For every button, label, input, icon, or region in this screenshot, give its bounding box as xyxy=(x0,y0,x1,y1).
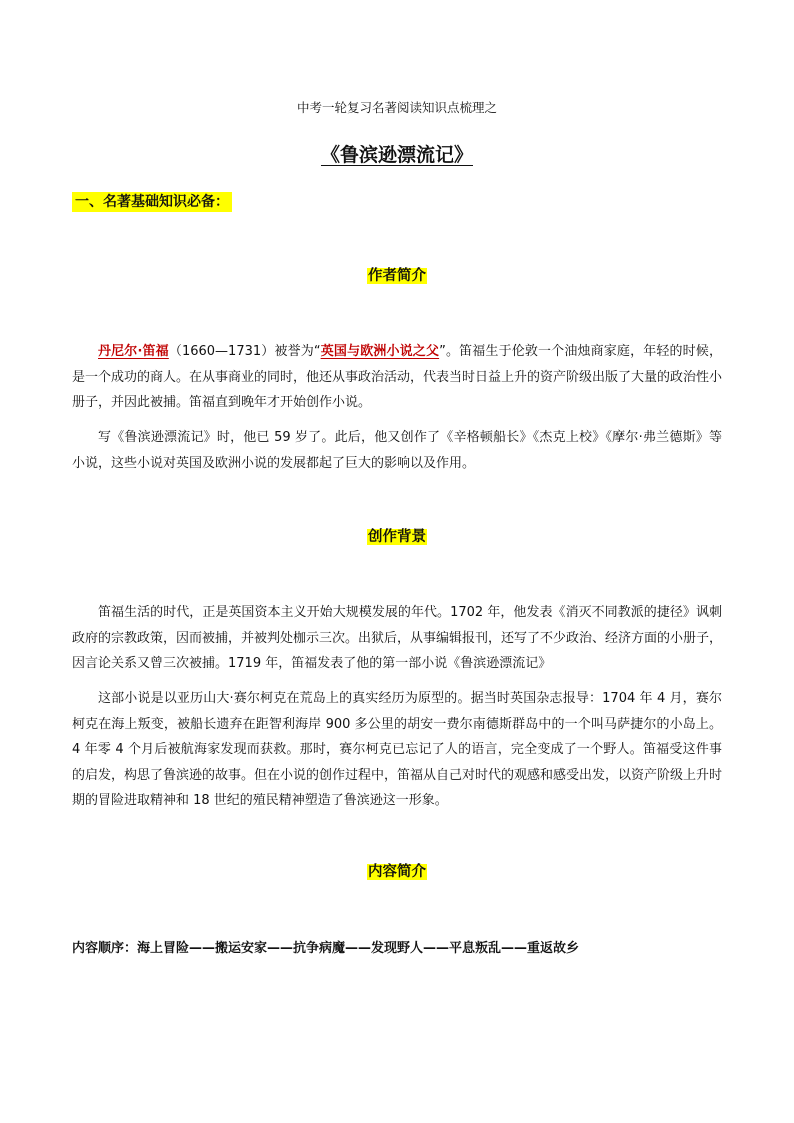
section-heading-basics: 一、名著基础知识必备： xyxy=(72,192,232,212)
background-paragraph-2: 这部小说是以亚历山大·赛尔柯克在荒岛上的真实经历为原型的。据当时英国杂志报导：1704 年 4 月，赛尔柯克在海上叛变，被船长遗弃在距智利海岸 900 多公里的胡安一费尔南德斯群岛中的一个叫马萨捷尔的小岛上。4 年零 4 个月后被航海家发现而获救。那时，赛尔柯克已忘记了人的语言，完全变成了一个野人。笛福受这件事的启发，构思了鲁滨逊的故事。但在小说的创作过程中，笛福从自己对时代的观感和感受出发，以资产阶级上升时期的冒险进取精神和 18 世纪的殖民精神塑造了鲁滨逊这一形象。 xyxy=(72,691,723,808)
heading-content-label: 内容简介 xyxy=(368,864,426,880)
document-title xyxy=(0,142,794,168)
author-dates: （1660—1731）被誉为“ xyxy=(168,344,321,359)
document-subtitle: 中考一轮复习名著阅读知识点梳理之 xyxy=(296,100,497,115)
heading-background-label: 创作背景 xyxy=(368,529,426,545)
author-paragraph-2: 写《鲁滨逊漂流记》时，他已 59 岁了。此后，他又创作了《辛格顿船长》《杰克上校》《摩尔·弗兰德斯》等小说，这些小说对英国及欧洲小说的发展都起了巨大的影响以及作用。 xyxy=(72,430,722,471)
author-bio: ”。笛福生于伦敦一个油烛商家庭，年轻的时候，是一个成功的商人。在从事商业的同时，他还从事政治活动，代表当时日益上升的资产阶级出版了大量的政治性小册子，并因此被捕。笛福直到晚年才开始创作小说。 xyxy=(72,344,723,410)
content-order: 内容顺序：海上冒险——搬运安家——抗争病魔——发现野人——平息叛乱——重返故乡 xyxy=(72,941,580,956)
book-title: 《鲁滨逊漂流记》 xyxy=(320,144,473,166)
author-paragraph-1 xyxy=(72,339,722,416)
heading-author xyxy=(0,266,794,286)
author-name: 丹尼尔·笛福 xyxy=(98,344,169,359)
background-paragraph-1: 笛福生活的时代，正是英国资本主义开始大规模发展的年代。1702 年，他发表《消灭不同教派的捷径》讽刺政府的宗教政策，因而被捕，并被判处枷示三次。出狱后，从事编辑报刊，还写了不少政治、经济方面的小册子，因言论关系又曾三次被捕。1719 年，笛福发表了他的第一部小说《鲁滨逊漂流记》 xyxy=(72,605,723,671)
heading-author-label: 作者简介 xyxy=(368,268,426,284)
author-honorific: 英国与欧洲小说之父 xyxy=(320,344,440,359)
heading-content xyxy=(0,862,794,882)
heading-background xyxy=(0,527,794,547)
